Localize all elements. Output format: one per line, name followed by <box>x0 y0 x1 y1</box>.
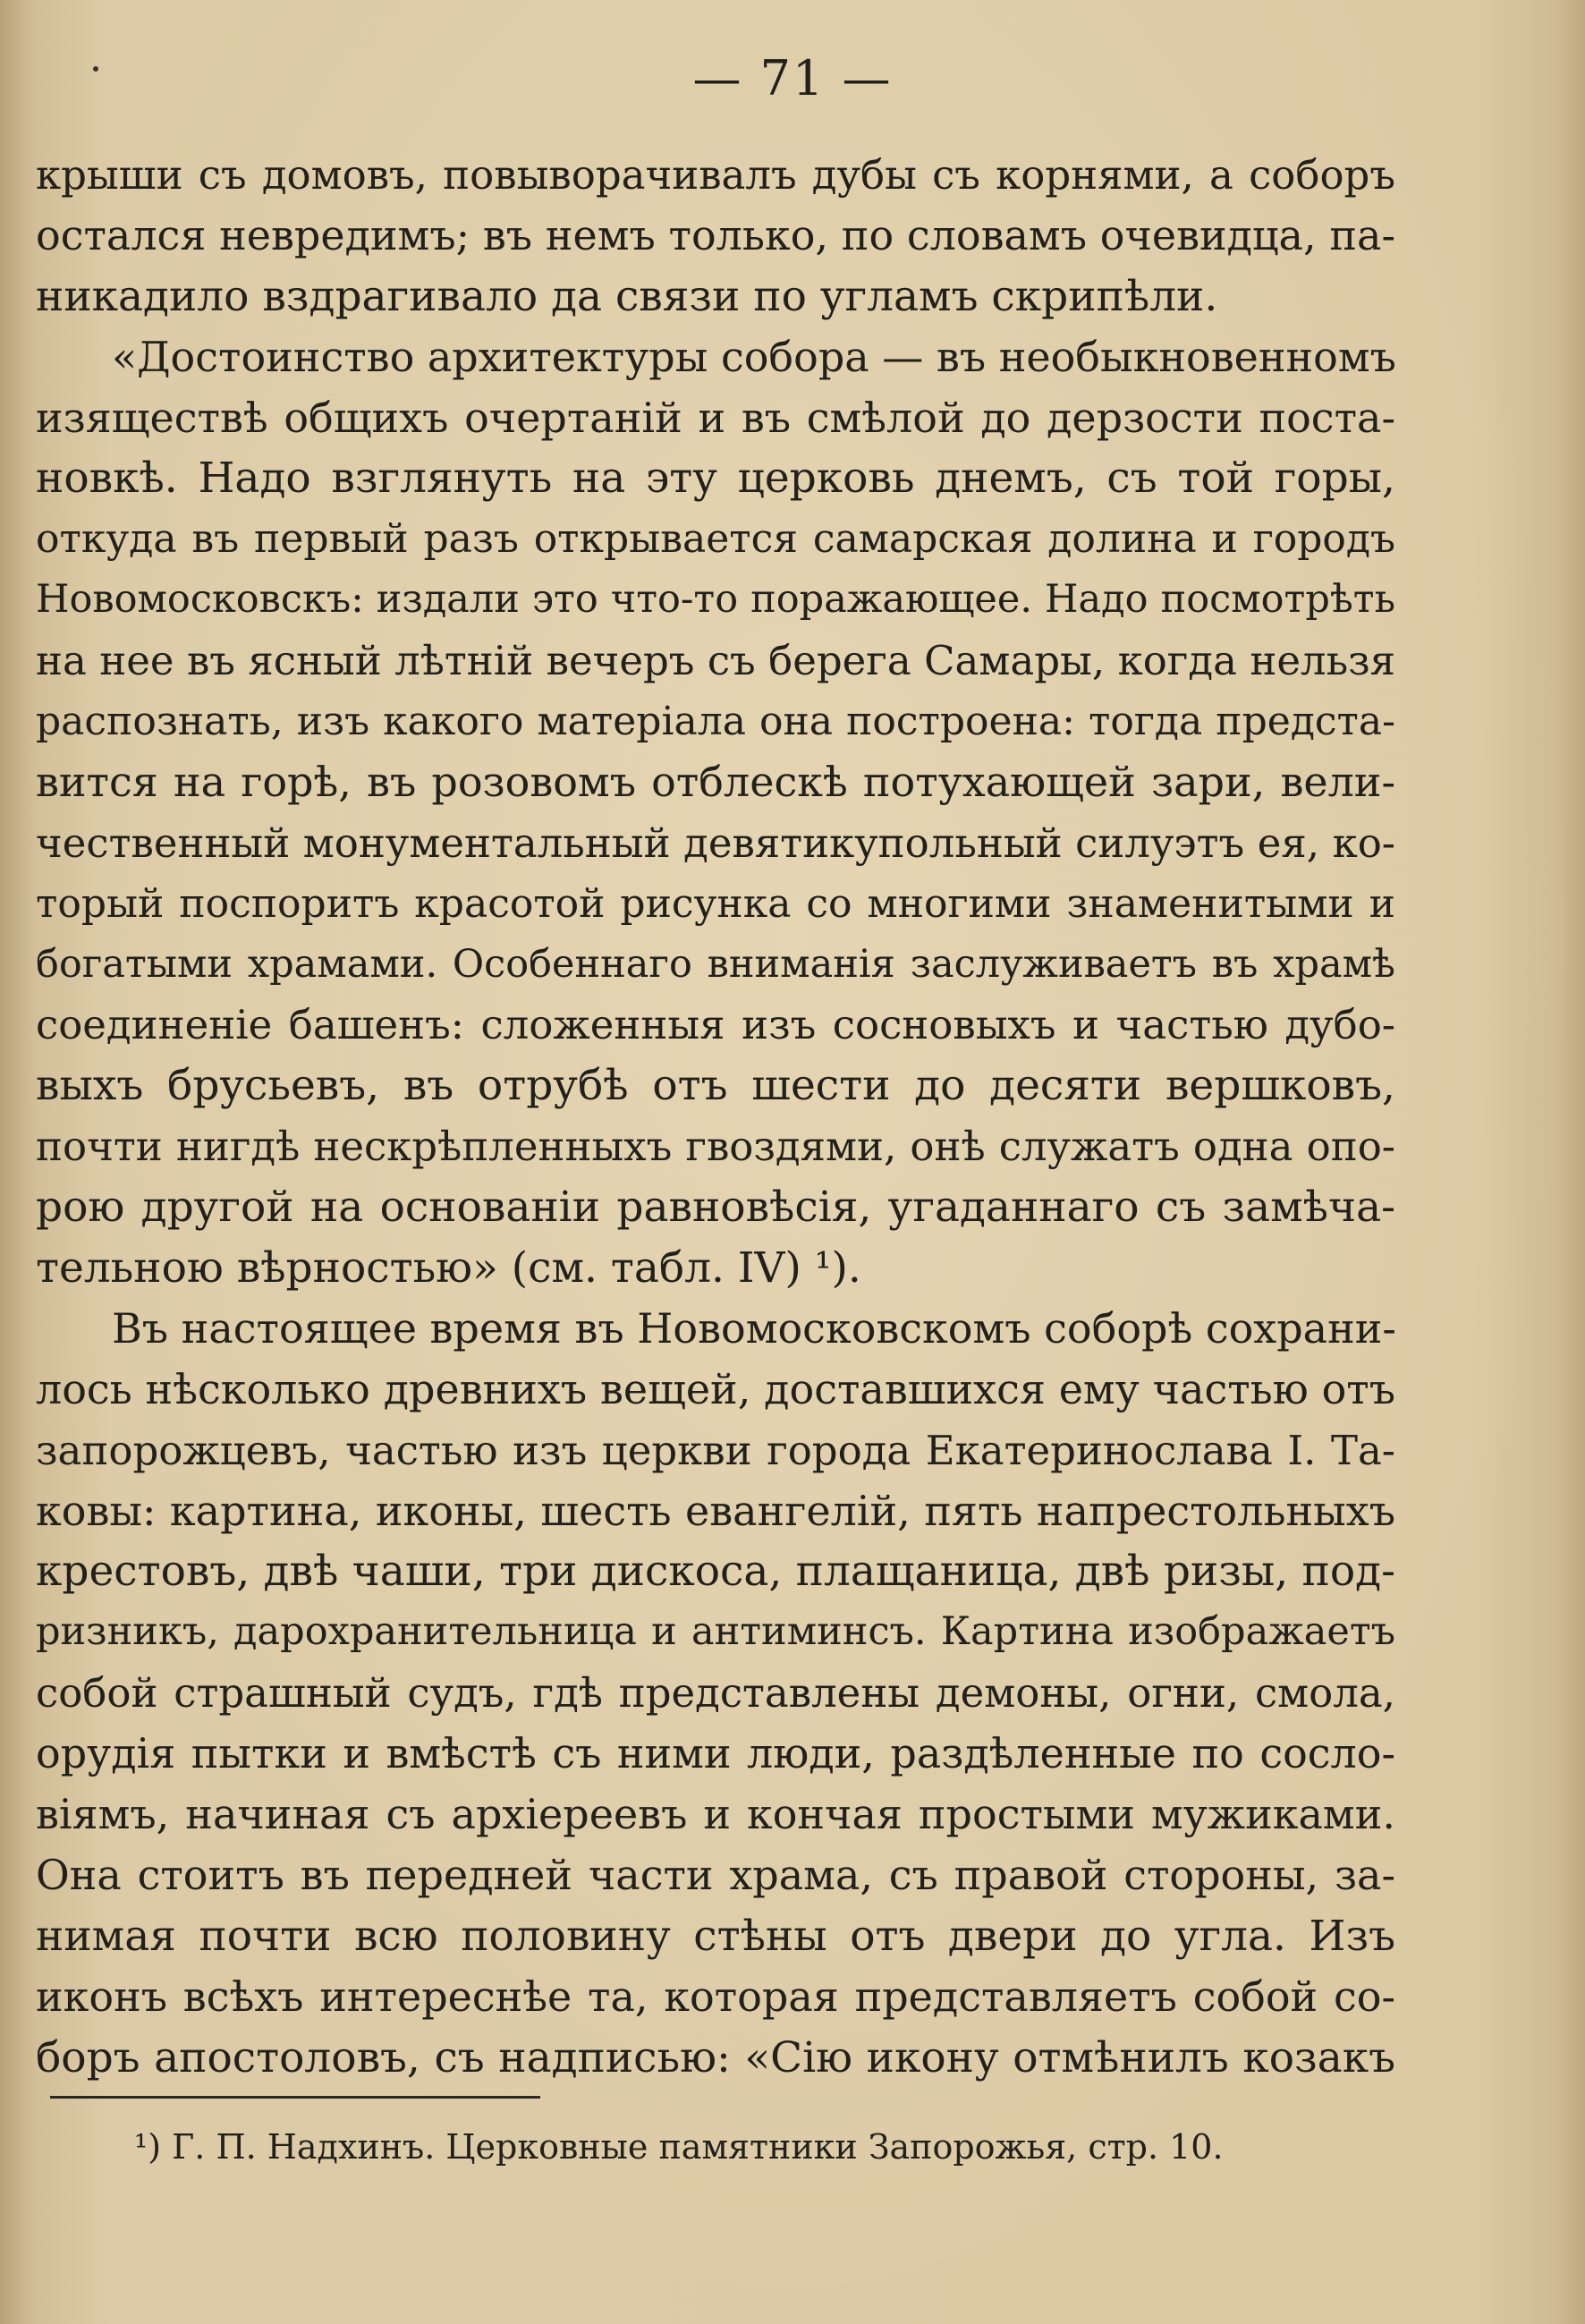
body-text <box>36 145 1395 2089</box>
page-number: — 71 — <box>692 50 893 106</box>
text-line: изяществѣ общихъ очертаній и въ смѣлой до дерзости поста- <box>36 393 1395 442</box>
text-line: тельною вѣрностью» (см. табл. IV) ¹). <box>36 1243 861 1293</box>
text-line: Новомосковскъ: издали это что-то поражающее. Надо посмотрѣть <box>36 577 1395 623</box>
text-line: боръ апостоловъ, съ надписью: «Сію икону отмѣнилъ козакъ <box>36 2032 1395 2082</box>
text-line: откуда въ первый разъ открывается самарская долина и городъ <box>36 516 1395 563</box>
text-line: выхъ брусьевъ, въ отрубѣ отъ шести до десяти вершковъ, <box>36 1061 1395 1111</box>
footnote: ¹) Г. П. Надхинъ. Церковные памятники Запорожья, стр. 10. <box>134 2127 1224 2167</box>
text-line: «Достоинство архитектуры собора — въ необыкновенномъ <box>112 332 1396 381</box>
text-line: никадило вздрагивало да связи по угламъ скрипѣли. <box>36 271 1218 321</box>
text-line: иконъ всѣхъ интереснѣе та, которая представляетъ собой со- <box>36 1972 1395 2021</box>
text-line: запорожцевъ, частью изъ церкви города Екатеринослава I. Та- <box>36 1426 1395 1474</box>
footnote-divider <box>50 2096 540 2099</box>
text-line: ризникъ, дарохранительница и антиминсъ. Картина изображаетъ <box>36 1609 1395 1655</box>
text-line: соединеніе башенъ: сложенныя изъ сосновыхъ и частью дубо- <box>36 1001 1395 1049</box>
text-line: чественный монументальный девятикупольный силуэтъ ея, ко- <box>36 818 1395 867</box>
text-line: ковы: картина, иконы, шесть евангелій, пять напрестольныхъ <box>36 1486 1395 1535</box>
text-line: лось нѣсколько древнихъ вещей, доставшихся ему частью отъ <box>36 1364 1395 1413</box>
text-line: віямъ, начиная съ архіереевъ и кончая простыми мужиками. <box>36 1790 1395 1839</box>
text-line: почти нигдѣ нескрѣпленныхъ гвоздями, онѣ служатъ одна опо- <box>36 1123 1395 1171</box>
text-line: орудія пытки и вмѣстѣ съ ними люди, раздѣленные по сосло- <box>36 1729 1395 1778</box>
text-line: нимая почти всю половину стѣны отъ двери до угла. Изъ <box>36 1911 1395 1961</box>
text-line: остался невредимъ; въ немъ только, по словамъ очевидца, па- <box>36 210 1395 259</box>
text-line: рою другой на основаніи равновѣсія, угаданнаго съ замѣча- <box>36 1183 1395 1233</box>
text-line: богатыми храмами. Особеннаго вниманія заслуживаетъ въ храмѣ <box>36 941 1395 987</box>
text-line: Она стоитъ въ передней части храма, съ правой стороны, за- <box>36 1850 1395 1899</box>
text-line: торый поспоритъ красотой рисунка со многими знаменитыми и <box>36 880 1395 927</box>
text-line: Въ настоящее время въ Новомосковскомъ соборѣ сохрани- <box>112 1303 1396 1353</box>
text-line: на нее въ ясный лѣтній вечеръ съ берега Самары, когда нельзя <box>36 637 1395 685</box>
text-line: новкѣ. Надо взглянуть на эту церковь днемъ, съ той горы, <box>36 454 1395 504</box>
text-line: собой страшный судъ, гдѣ представлены демоны, огни, смола, <box>36 1669 1395 1718</box>
text-line: крестовъ, двѣ чаши, три дискоса, плащаница, двѣ ризы, под- <box>36 1547 1395 1597</box>
text-line: вится на горѣ, въ розовомъ отблескѣ потухающей зари, вели- <box>36 757 1395 806</box>
text-line: крыши съ домовъ, повыворачивалъ дубы съ корнями, а соборъ <box>36 151 1395 199</box>
text-line: распознать, изъ какого матеріала она построена: тогда предста- <box>36 699 1395 745</box>
